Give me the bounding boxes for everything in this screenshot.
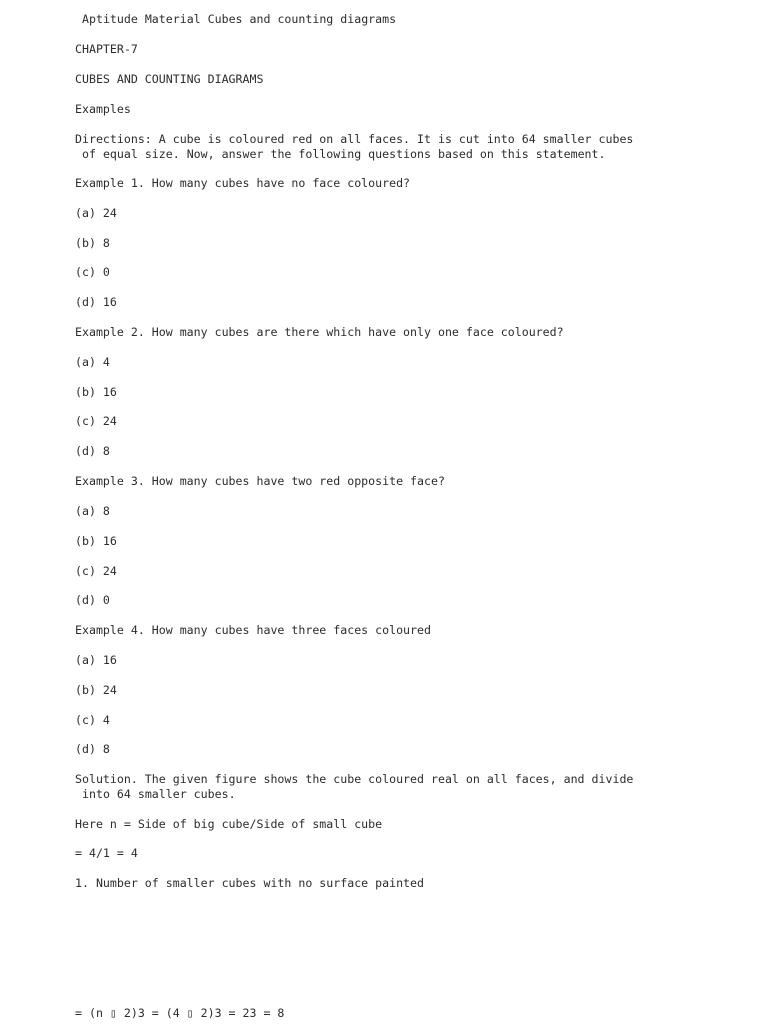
- section-heading: Examples: [75, 102, 131, 116]
- example-3-option-c: (c) 24: [75, 564, 117, 578]
- example-3-option-a: (a) 8: [75, 504, 110, 518]
- solution-line-2: into 64 smaller cubes.: [82, 787, 236, 801]
- example-4-question: Example 4. How many cubes have three faces coloured: [75, 623, 431, 637]
- header-title: Aptitude Material Cubes and counting diagrams: [82, 12, 397, 26]
- point-1-no-surface-painted: 1. Number of smaller cubes with no surface painted: [75, 876, 425, 890]
- example-1-option-b: (b) 8: [75, 236, 110, 250]
- directions-line-2: of equal size. Now, answer the following questions based on this statement.: [82, 147, 606, 161]
- example-3-option-d: (d) 0: [75, 593, 110, 607]
- example-1-option-c: (c) 0: [75, 265, 110, 279]
- example-1-option-d: (d) 16: [75, 295, 117, 309]
- example-3-question: Example 3. How many cubes have two red opposite face?: [75, 474, 445, 488]
- directions-line-1: Directions: A cube is coloured red on all faces. It is cut into 64 smaller cubes: [75, 132, 634, 146]
- chapter-title: CUBES AND COUNTING DIAGRAMS: [75, 72, 264, 86]
- formula-n: Here n = Side of big cube/Side of small cube: [75, 817, 383, 831]
- example-2-option-a: (a) 4: [75, 355, 110, 369]
- example-4-option-c: (c) 4: [75, 713, 110, 727]
- example-1-option-a: (a) 24: [75, 206, 117, 220]
- example-3-option-b: (b) 16: [75, 534, 117, 548]
- solution-line-1: Solution. The given figure shows the cube coloured real on all faces, and divide: [75, 772, 634, 786]
- final-formula: = (n ▯ 2)3 = (4 ▯ 2)3 = 23 = 8: [75, 1006, 285, 1020]
- example-4-option-d: (d) 8: [75, 742, 110, 756]
- formula-value: = 4/1 = 4: [75, 846, 138, 860]
- example-2-option-d: (d) 8: [75, 444, 110, 458]
- example-2-option-b: (b) 16: [75, 385, 117, 399]
- example-4-option-b: (b) 24: [75, 683, 117, 697]
- chapter-label: CHAPTER-7: [75, 42, 138, 56]
- example-4-option-a: (a) 16: [75, 653, 117, 667]
- solution-paragraph: [75, 772, 685, 802]
- example-2-option-c: (c) 24: [75, 414, 117, 428]
- directions-paragraph: [75, 132, 685, 162]
- example-1-question: Example 1. How many cubes have no face coloured?: [75, 176, 411, 190]
- example-2-question: Example 2. How many cubes are there which have only one face coloured?: [75, 325, 564, 339]
